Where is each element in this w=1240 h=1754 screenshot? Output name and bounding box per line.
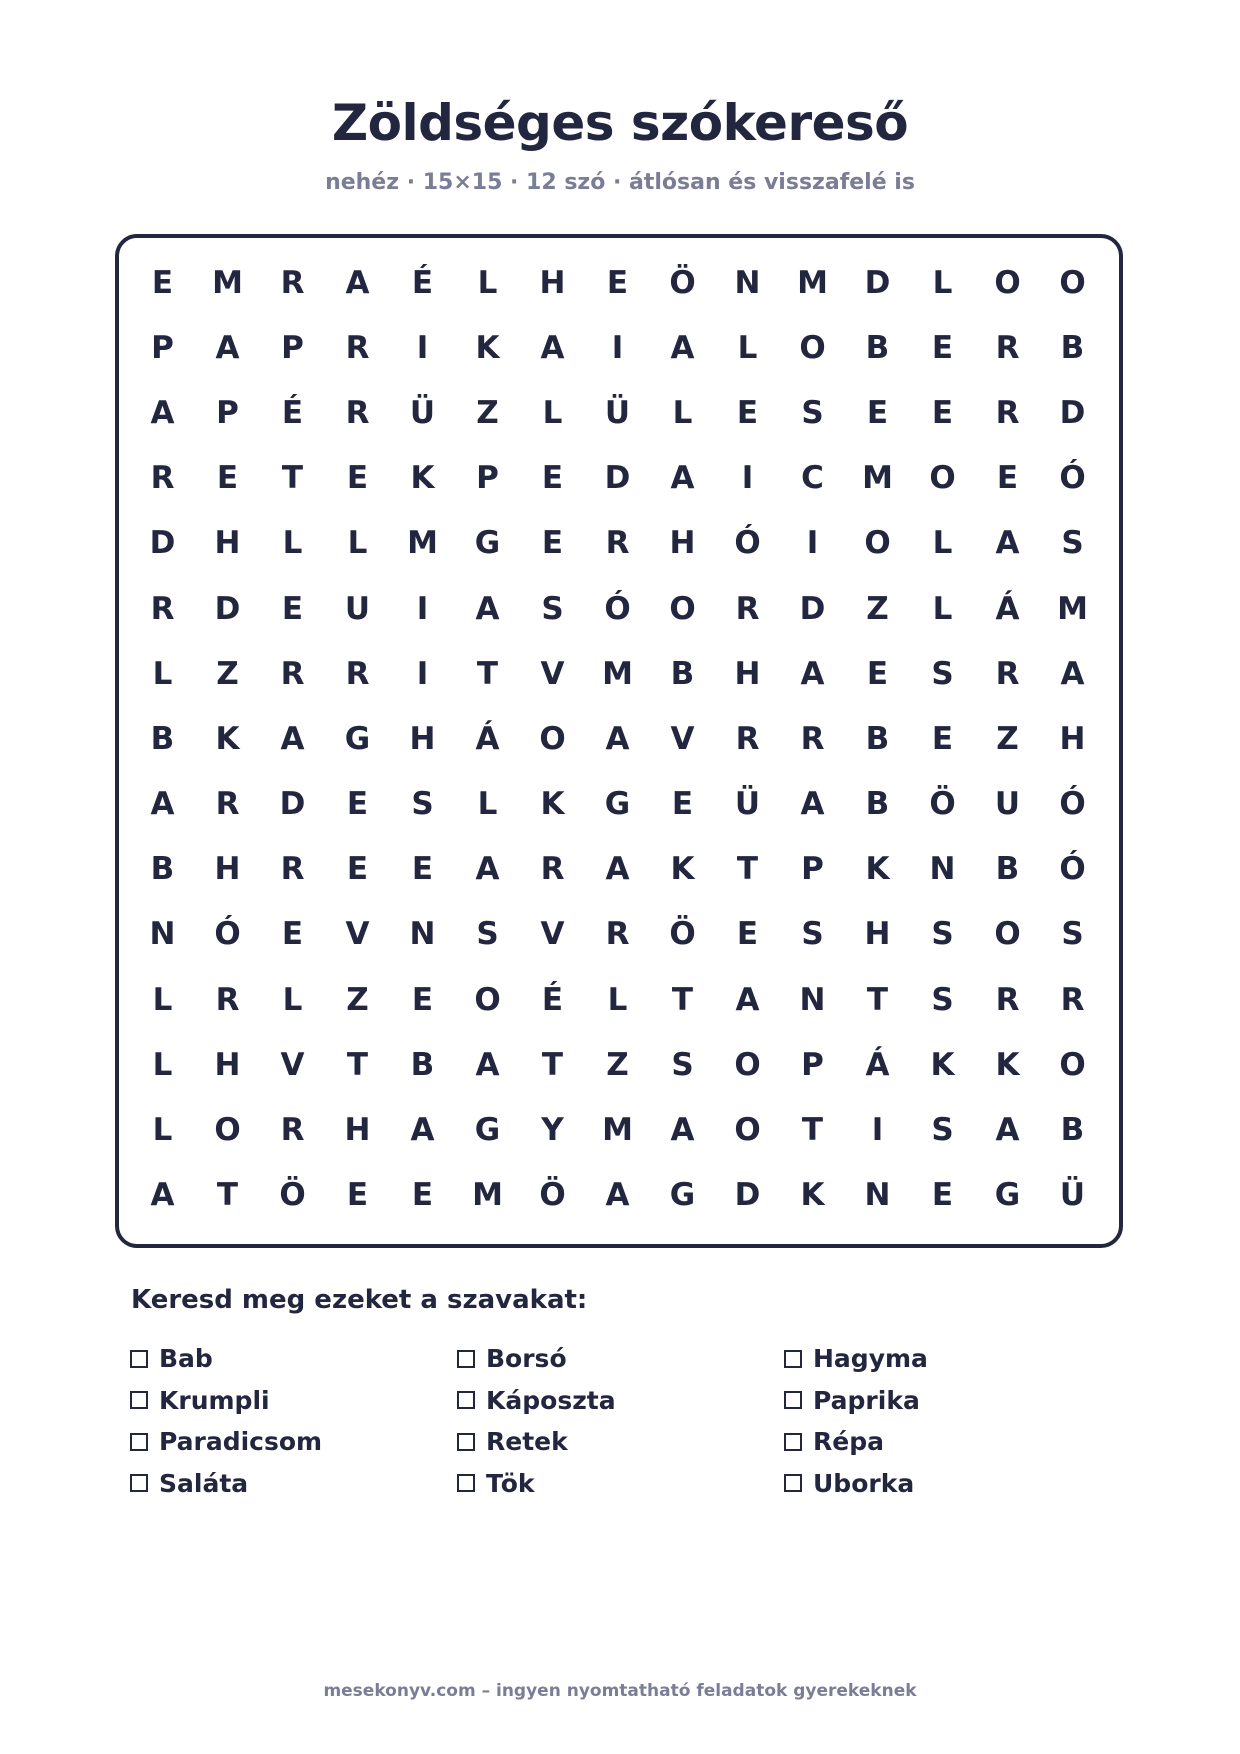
grid-letter[interactable]: I bbox=[416, 655, 429, 692]
grid-letter[interactable]: B bbox=[995, 851, 1020, 888]
grid-letter[interactable]: G bbox=[669, 1177, 696, 1214]
grid-letter[interactable]: K bbox=[475, 329, 500, 366]
grid-letter[interactable]: H bbox=[344, 1112, 371, 1149]
grid-letter[interactable]: L bbox=[672, 394, 693, 431]
grid-letter[interactable]: Z bbox=[216, 655, 239, 692]
grid-letter[interactable]: Y bbox=[541, 1112, 564, 1149]
grid-letter[interactable]: R bbox=[995, 329, 1020, 366]
grid-letter[interactable]: A bbox=[605, 1177, 630, 1214]
grid-letter[interactable]: B bbox=[670, 655, 695, 692]
grid-letter[interactable]: H bbox=[539, 264, 566, 301]
grid-letter[interactable]: Ü bbox=[604, 394, 631, 431]
grid-letter[interactable]: O bbox=[799, 329, 826, 366]
grid-letter[interactable]: O bbox=[1059, 1046, 1086, 1083]
grid-letter[interactable]: B bbox=[865, 720, 890, 757]
grid-letter[interactable]: E bbox=[346, 851, 369, 888]
grid-letter[interactable]: A bbox=[670, 329, 695, 366]
grid-letter[interactable]: H bbox=[1059, 720, 1086, 757]
grid-letter[interactable]: E bbox=[346, 460, 369, 497]
grid-letter[interactable]: D bbox=[214, 590, 241, 627]
grid-letter[interactable]: E bbox=[931, 1177, 954, 1214]
grid-letter[interactable]: L bbox=[152, 981, 173, 1018]
word-label: Hagyma bbox=[813, 1344, 928, 1374]
grid-letter[interactable]: R bbox=[995, 981, 1020, 1018]
grid-letter[interactable]: E bbox=[606, 264, 629, 301]
grid-letter[interactable]: H bbox=[214, 851, 241, 888]
grid-letter[interactable]: S bbox=[931, 981, 954, 1018]
grid-letter[interactable]: O bbox=[994, 264, 1021, 301]
grid-letter[interactable]: O bbox=[734, 1112, 761, 1149]
grid-letter[interactable]: N bbox=[149, 916, 176, 953]
grid-letter[interactable]: I bbox=[806, 525, 819, 562]
word-label: Bab bbox=[159, 1344, 213, 1374]
grid-letter[interactable]: A bbox=[605, 720, 630, 757]
grid-letter[interactable]: G bbox=[474, 525, 501, 562]
grid-letter[interactable]: M bbox=[797, 264, 828, 301]
grid-letter[interactable]: S bbox=[476, 916, 499, 953]
word-label: Retek bbox=[486, 1427, 568, 1457]
grid-letter[interactable]: R bbox=[345, 655, 370, 692]
grid-letter[interactable]: E bbox=[866, 655, 889, 692]
grid-letter[interactable]: S bbox=[1061, 916, 1084, 953]
grid-letter[interactable]: A bbox=[475, 1046, 500, 1083]
grid-letter[interactable]: N bbox=[409, 916, 436, 953]
grid-letter[interactable]: Ó bbox=[604, 590, 631, 627]
grid-letter[interactable]: I bbox=[741, 460, 754, 497]
grid-letter[interactable]: Ö bbox=[669, 916, 696, 953]
grid-letter[interactable]: R bbox=[150, 590, 175, 627]
grid-letter[interactable]: T bbox=[346, 1046, 369, 1083]
grid-letter[interactable]: R bbox=[1060, 981, 1085, 1018]
grid-letter[interactable]: K bbox=[995, 1046, 1020, 1083]
grid-letter[interactable]: A bbox=[995, 1112, 1020, 1149]
grid-letter[interactable]: U bbox=[994, 786, 1021, 823]
grid-letter[interactable]: M bbox=[407, 525, 438, 562]
grid-letter[interactable]: L bbox=[282, 525, 303, 562]
grid-letter[interactable]: E bbox=[996, 460, 1019, 497]
grid-letter[interactable]: K bbox=[800, 1177, 825, 1214]
grid-letter[interactable]: L bbox=[607, 981, 628, 1018]
grid-letter[interactable]: E bbox=[411, 981, 434, 1018]
grid-letter[interactable]: K bbox=[865, 851, 890, 888]
grid-letter[interactable]: L bbox=[477, 786, 498, 823]
grid-letter[interactable]: M bbox=[212, 264, 243, 301]
grid-letter[interactable]: S bbox=[541, 590, 564, 627]
word-label: Uborka bbox=[813, 1468, 915, 1498]
grid-letter[interactable]: B bbox=[410, 1046, 435, 1083]
grid-letter[interactable]: A bbox=[800, 655, 825, 692]
word-label: Borsó bbox=[486, 1344, 567, 1374]
grid-letter[interactable]: D bbox=[279, 786, 306, 823]
grid-letter[interactable]: O bbox=[214, 1112, 241, 1149]
grid-letter[interactable]: V bbox=[540, 655, 565, 692]
grid-letter[interactable]: I bbox=[611, 329, 624, 366]
grid-letter[interactable]: R bbox=[345, 329, 370, 366]
grid-letter[interactable]: E bbox=[346, 1177, 369, 1214]
grid-letter[interactable]: E bbox=[411, 1177, 434, 1214]
grid-letter[interactable]: Ü bbox=[734, 786, 761, 823]
grid-letter[interactable]: R bbox=[215, 981, 240, 1018]
grid-letter[interactable]: É bbox=[541, 981, 564, 1018]
grid-letter[interactable]: T bbox=[216, 1177, 239, 1214]
grid-letter[interactable]: L bbox=[347, 525, 368, 562]
grid-letter[interactable]: N bbox=[929, 851, 956, 888]
grid-letter[interactable]: Ó bbox=[1059, 460, 1086, 497]
grid-letter[interactable]: Ö bbox=[929, 786, 956, 823]
grid-letter[interactable]: Á bbox=[995, 590, 1020, 627]
grid-letter[interactable]: R bbox=[345, 394, 370, 431]
grid-letter[interactable]: G bbox=[604, 786, 631, 823]
grid-letter[interactable]: K bbox=[410, 460, 435, 497]
grid-letter[interactable]: A bbox=[215, 329, 240, 366]
word-list-item bbox=[457, 1421, 784, 1463]
grid-letter[interactable]: D bbox=[604, 460, 631, 497]
grid-letter[interactable]: D bbox=[149, 525, 176, 562]
grid-letter[interactable]: L bbox=[932, 590, 953, 627]
word-label: Paradicsom bbox=[159, 1427, 323, 1457]
grid-letter[interactable]: R bbox=[605, 916, 630, 953]
grid-letter[interactable]: I bbox=[416, 329, 429, 366]
grid-letter[interactable]: A bbox=[475, 851, 500, 888]
grid-letter[interactable]: A bbox=[345, 264, 370, 301]
grid-letter[interactable]: K bbox=[670, 851, 695, 888]
grid-letter[interactable]: A bbox=[995, 525, 1020, 562]
grid-letter[interactable]: L bbox=[542, 394, 563, 431]
grid-letter[interactable]: H bbox=[214, 525, 241, 562]
grid-letter[interactable]: L bbox=[477, 264, 498, 301]
grid-letter[interactable]: H bbox=[214, 1046, 241, 1083]
word-list-item bbox=[784, 1463, 1110, 1505]
grid-letter[interactable]: H bbox=[409, 720, 436, 757]
grid-letter[interactable]: R bbox=[605, 525, 630, 562]
word-checkbox[interactable] bbox=[457, 1474, 475, 1492]
word-list-item bbox=[784, 1421, 1110, 1463]
grid-letter[interactable]: N bbox=[864, 1177, 891, 1214]
grid-letter[interactable]: S bbox=[801, 394, 824, 431]
word-list-item bbox=[130, 1463, 457, 1505]
grid-letter[interactable]: Ü bbox=[1059, 1177, 1086, 1214]
grid-letter[interactable]: O bbox=[994, 916, 1021, 953]
word-checkbox[interactable] bbox=[784, 1350, 802, 1368]
grid-letter[interactable]: E bbox=[931, 720, 954, 757]
grid-letter[interactable]: R bbox=[540, 851, 565, 888]
word-label: Paprika bbox=[813, 1385, 920, 1415]
grid-letter[interactable]: S bbox=[931, 1112, 954, 1149]
grid-letter[interactable]: Ó bbox=[1059, 851, 1086, 888]
grid-letter[interactable]: Ö bbox=[279, 1177, 306, 1214]
grid-letter[interactable]: E bbox=[541, 525, 564, 562]
grid-letter[interactable]: T bbox=[801, 1112, 824, 1149]
grid-letter[interactable]: S bbox=[411, 786, 434, 823]
grid-letter[interactable]: P bbox=[216, 394, 239, 431]
grid-letter[interactable]: E bbox=[151, 264, 174, 301]
grid-letter[interactable]: P bbox=[801, 1046, 824, 1083]
grid-letter[interactable]: G bbox=[994, 1177, 1021, 1214]
grid-letter[interactable]: I bbox=[871, 1112, 884, 1149]
grid-letter[interactable]: S bbox=[671, 1046, 694, 1083]
grid-letter[interactable]: Á bbox=[475, 720, 500, 757]
grid-letter[interactable]: K bbox=[215, 720, 240, 757]
grid-letter[interactable]: M bbox=[862, 460, 893, 497]
grid-letter[interactable]: A bbox=[280, 720, 305, 757]
grid-letter[interactable]: L bbox=[932, 525, 953, 562]
grid-letter[interactable]: L bbox=[932, 264, 953, 301]
grid-letter[interactable]: O bbox=[669, 590, 696, 627]
grid-letter[interactable]: S bbox=[1061, 525, 1084, 562]
grid-letter[interactable]: O bbox=[864, 525, 891, 562]
grid-letter[interactable]: Z bbox=[996, 720, 1019, 757]
grid-letter[interactable]: Ü bbox=[409, 394, 436, 431]
grid-letter[interactable]: S bbox=[931, 916, 954, 953]
page-title: Zöldséges szókereső bbox=[331, 94, 909, 152]
word-checkbox[interactable] bbox=[457, 1391, 475, 1409]
grid-letter[interactable]: R bbox=[150, 460, 175, 497]
word-list-heading: Keresd meg ezeket a szavakat: bbox=[131, 1285, 588, 1315]
word-list-item bbox=[130, 1421, 457, 1463]
word-checkbox[interactable] bbox=[130, 1350, 148, 1368]
word-checkbox[interactable] bbox=[784, 1433, 802, 1451]
grid-letter[interactable]: M bbox=[472, 1177, 503, 1214]
grid-letter[interactable]: A bbox=[410, 1112, 435, 1149]
word-checkbox[interactable] bbox=[457, 1350, 475, 1368]
word-label: Saláta bbox=[159, 1468, 249, 1498]
grid-letter[interactable]: Ó bbox=[214, 916, 241, 953]
grid-letter[interactable]: H bbox=[669, 525, 696, 562]
word-label: Tök bbox=[486, 1468, 535, 1498]
grid-letter[interactable]: Ö bbox=[669, 264, 696, 301]
grid-letter[interactable]: É bbox=[411, 264, 434, 301]
grid-letter[interactable]: E bbox=[931, 329, 954, 366]
grid-letter[interactable]: Z bbox=[476, 394, 499, 431]
grid-letter[interactable]: P bbox=[801, 851, 824, 888]
page-subtitle: nehéz · 15×15 · 12 szó · átlósan és visszafelé is bbox=[325, 170, 915, 195]
grid-letter[interactable]: R bbox=[280, 264, 305, 301]
grid-letter[interactable]: B bbox=[150, 720, 175, 757]
grid-letter[interactable]: R bbox=[800, 720, 825, 757]
grid-letter[interactable]: R bbox=[735, 590, 760, 627]
grid-letter[interactable]: A bbox=[670, 460, 695, 497]
grid-letter[interactable]: L bbox=[737, 329, 758, 366]
grid-letter[interactable]: P bbox=[151, 329, 174, 366]
grid-letter[interactable]: L bbox=[152, 655, 173, 692]
grid-letter[interactable]: B bbox=[1060, 329, 1085, 366]
grid-letter[interactable]: A bbox=[735, 981, 760, 1018]
grid-letter[interactable]: R bbox=[995, 655, 1020, 692]
grid-letter[interactable]: Ö bbox=[539, 1177, 566, 1214]
grid-letter[interactable]: L bbox=[152, 1112, 173, 1149]
grid-letter[interactable]: K bbox=[930, 1046, 955, 1083]
grid-letter[interactable]: L bbox=[282, 981, 303, 1018]
grid-letter[interactable]: E bbox=[866, 394, 889, 431]
grid-letter[interactable]: E bbox=[736, 916, 759, 953]
grid-letter[interactable]: D bbox=[864, 264, 891, 301]
grid-letter[interactable]: T bbox=[671, 981, 694, 1018]
grid-letter[interactable]: C bbox=[801, 460, 824, 497]
grid-letter[interactable]: T bbox=[281, 460, 304, 497]
grid-letter[interactable]: P bbox=[281, 329, 304, 366]
grid-letter[interactable]: I bbox=[416, 590, 429, 627]
grid-letter[interactable]: B bbox=[150, 851, 175, 888]
word-list-item bbox=[784, 1338, 1110, 1380]
grid-letter[interactable]: U bbox=[344, 590, 371, 627]
grid-letter[interactable]: A bbox=[1060, 655, 1085, 692]
grid-letter[interactable]: Z bbox=[346, 981, 369, 1018]
grid-letter[interactable]: E bbox=[931, 394, 954, 431]
grid-letter[interactable]: O bbox=[474, 981, 501, 1018]
grid-letter[interactable]: R bbox=[995, 394, 1020, 431]
grid-letter[interactable]: A bbox=[150, 786, 175, 823]
grid-letter[interactable]: A bbox=[605, 851, 630, 888]
grid-letter[interactable]: Z bbox=[606, 1046, 629, 1083]
grid-letter[interactable]: A bbox=[150, 394, 175, 431]
grid-letter[interactable]: O bbox=[734, 1046, 761, 1083]
grid-letter[interactable]: É bbox=[281, 394, 304, 431]
grid-letter[interactable]: A bbox=[670, 1112, 695, 1149]
grid-letter[interactable]: D bbox=[799, 590, 826, 627]
grid-letter[interactable]: Á bbox=[865, 1046, 890, 1083]
grid-letter[interactable]: Ó bbox=[1059, 786, 1086, 823]
word-checkbox[interactable] bbox=[130, 1433, 148, 1451]
grid-letter[interactable]: M bbox=[602, 1112, 633, 1149]
word-list-item bbox=[457, 1463, 784, 1505]
grid-letter[interactable]: V bbox=[345, 916, 370, 953]
word-checkbox[interactable] bbox=[457, 1433, 475, 1451]
grid-letter[interactable]: E bbox=[216, 460, 239, 497]
grid-letter[interactable]: E bbox=[281, 590, 304, 627]
grid-letter[interactable]: V bbox=[280, 1046, 305, 1083]
word-label: Krumpli bbox=[159, 1385, 270, 1415]
grid-letter[interactable]: N bbox=[799, 981, 826, 1018]
grid-letter[interactable]: R bbox=[280, 851, 305, 888]
grid-letter[interactable]: V bbox=[670, 720, 695, 757]
word-checkbox[interactable] bbox=[784, 1474, 802, 1492]
word-list-item bbox=[457, 1380, 784, 1422]
grid-letter[interactable]: T bbox=[541, 1046, 564, 1083]
grid-letter[interactable]: L bbox=[152, 1046, 173, 1083]
grid-letter[interactable]: M bbox=[1057, 590, 1088, 627]
grid-letter[interactable]: D bbox=[1059, 394, 1086, 431]
grid-letter[interactable]: T bbox=[736, 851, 759, 888]
grid-letter[interactable]: S bbox=[801, 916, 824, 953]
word-checkbox[interactable] bbox=[130, 1474, 148, 1492]
grid-letter[interactable]: G bbox=[474, 1112, 501, 1149]
grid-letter[interactable]: R bbox=[735, 720, 760, 757]
word-list-item bbox=[457, 1338, 784, 1380]
word-list-item bbox=[784, 1380, 1110, 1422]
grid-letter[interactable]: T bbox=[476, 655, 499, 692]
grid-letter[interactable]: T bbox=[866, 981, 889, 1018]
grid-letter[interactable]: S bbox=[931, 655, 954, 692]
word-checkbox[interactable] bbox=[130, 1391, 148, 1409]
grid-letter[interactable]: Z bbox=[866, 590, 889, 627]
grid-letter[interactable]: O bbox=[539, 720, 566, 757]
grid-letter[interactable]: P bbox=[476, 460, 499, 497]
word-list-item bbox=[130, 1338, 457, 1380]
grid-letter[interactable]: G bbox=[344, 720, 371, 757]
grid-letter[interactable]: E bbox=[736, 394, 759, 431]
grid-letter[interactable]: O bbox=[929, 460, 956, 497]
word-label: Káposzta bbox=[486, 1385, 616, 1415]
letter-grid bbox=[130, 250, 1105, 1228]
grid-letter[interactable]: D bbox=[734, 1177, 761, 1214]
grid-letter[interactable]: A bbox=[150, 1177, 175, 1214]
word-list bbox=[130, 1338, 1110, 1504]
grid-letter[interactable]: E bbox=[281, 916, 304, 953]
grid-letter[interactable]: V bbox=[540, 916, 565, 953]
word-checkbox[interactable] bbox=[784, 1391, 802, 1409]
grid-letter[interactable]: E bbox=[411, 851, 434, 888]
grid-letter[interactable]: E bbox=[671, 786, 694, 823]
grid-letter[interactable]: B bbox=[865, 329, 890, 366]
grid-letter[interactable]: M bbox=[602, 655, 633, 692]
grid-letter[interactable]: R bbox=[215, 786, 240, 823]
grid-letter[interactable]: E bbox=[346, 786, 369, 823]
grid-letter[interactable]: A bbox=[540, 329, 565, 366]
grid-letter[interactable]: K bbox=[540, 786, 565, 823]
grid-letter[interactable]: H bbox=[734, 655, 761, 692]
grid-letter[interactable]: R bbox=[280, 655, 305, 692]
word-list-item bbox=[130, 1380, 457, 1422]
grid-letter[interactable]: O bbox=[1059, 264, 1086, 301]
grid-letter[interactable]: H bbox=[864, 916, 891, 953]
grid-letter[interactable]: Ó bbox=[734, 525, 761, 562]
grid-letter[interactable]: E bbox=[541, 460, 564, 497]
grid-letter[interactable]: B bbox=[1060, 1112, 1085, 1149]
grid-letter[interactable]: B bbox=[865, 786, 890, 823]
footer-text: mesekonyv.com – ingyen nyomtatható feladatok gyerekeknek bbox=[323, 1681, 917, 1701]
grid-letter[interactable]: N bbox=[734, 264, 761, 301]
grid-letter[interactable]: A bbox=[800, 786, 825, 823]
word-label: Répa bbox=[813, 1427, 884, 1457]
grid-letter[interactable]: R bbox=[280, 1112, 305, 1149]
grid-letter[interactable]: A bbox=[475, 590, 500, 627]
